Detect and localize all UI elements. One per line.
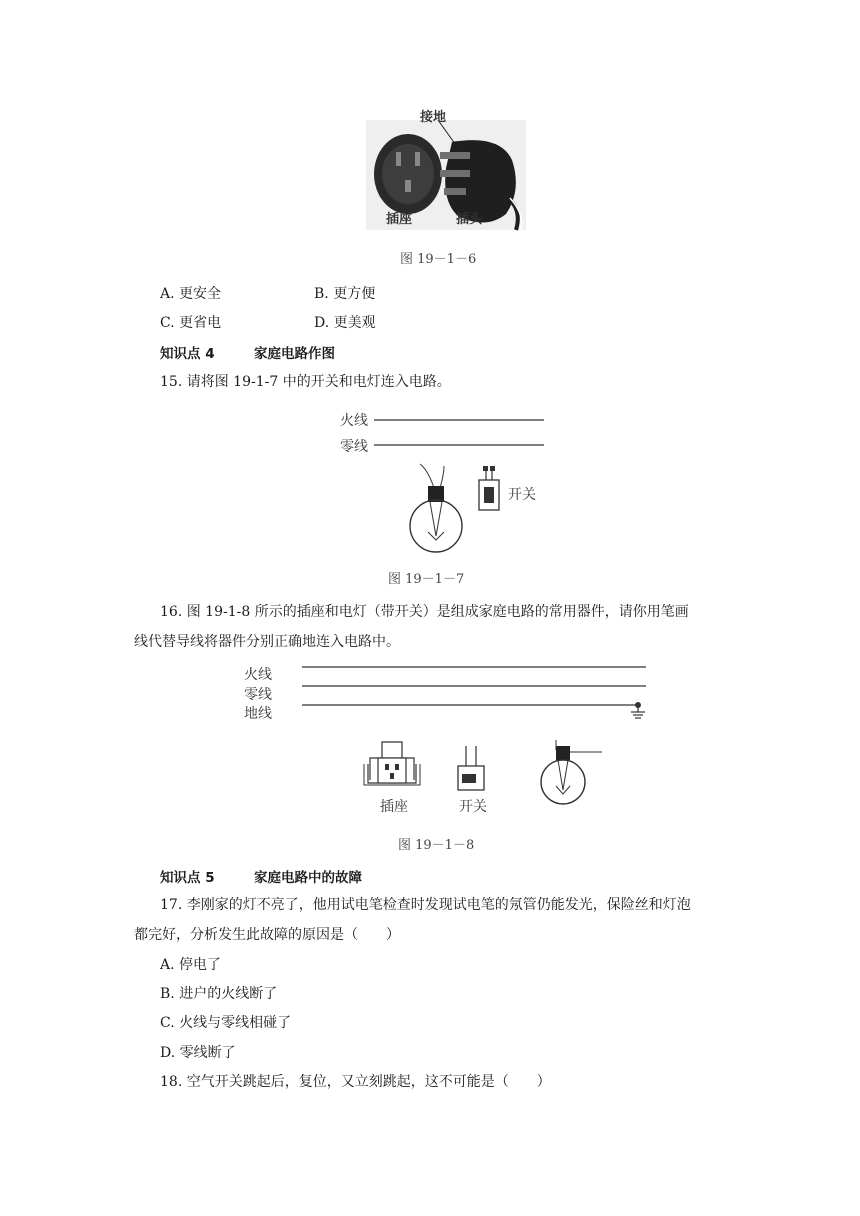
label-neutral-wire: 零线 <box>244 687 272 703</box>
figure-19-1-8 <box>240 660 660 830</box>
label-live-wire: 火线 <box>244 667 272 683</box>
label-neutral-wire: 零线 <box>340 439 368 455</box>
figure-caption: 图 19－1－7 <box>388 572 465 587</box>
section-title: 家庭电路作图 <box>254 346 335 362</box>
figure-caption: 图 19－1－6 <box>400 252 477 267</box>
option-b: B. 更方便 <box>314 286 376 302</box>
label-plug: 插头 <box>456 212 483 227</box>
label-socket: 插座 <box>380 799 408 815</box>
label-live-wire: 火线 <box>340 413 368 429</box>
label-switch: 开关 <box>459 799 487 815</box>
option-c: C. 火线与零线相碰了 <box>160 1015 292 1031</box>
label-ground-wire: 地线 <box>244 706 272 722</box>
option-b: B. 进户的火线断了 <box>160 986 278 1002</box>
question-18: 18. 空气开关跳起后，复位，又立刻跳起，这不可能是（ ） <box>160 1074 551 1090</box>
figure-caption: 图 19－1－8 <box>398 838 475 853</box>
label-switch: 开关 <box>508 487 536 503</box>
section-number: 知识点 4 <box>160 346 215 362</box>
label-ground: 接地 <box>420 110 447 125</box>
option-a: A. 更安全 <box>160 286 222 302</box>
question-16-line1: 16. 图 19-1-8 所示的插座和电灯（带开关）是组成家庭电路的常用器件，请你用笔画 <box>160 604 689 620</box>
circuit-diagram-8 <box>240 660 660 830</box>
label-socket: 插座 <box>386 212 413 227</box>
option-a: A. 停电了 <box>160 957 222 973</box>
question-16-line2: 线代替导线将器件分别正确地连入电路中。 <box>134 634 400 650</box>
option-c: C. 更省电 <box>160 315 222 331</box>
section-title: 家庭电路中的故障 <box>254 870 362 886</box>
section-number: 知识点 5 <box>160 870 215 886</box>
question-15: 15. 请将图 19-1-7 中的开关和电灯连入电路。 <box>160 374 451 390</box>
option-d: D. 零线断了 <box>160 1045 236 1061</box>
question-17-line1: 17. 李刚家的灯不亮了，他用试电笔检查时发现试电笔的氖管仍能发光，保险丝和灯泡 <box>160 897 691 913</box>
option-d: D. 更美观 <box>314 315 376 331</box>
question-17-line2: 都完好，分析发生此故障的原因是（ ） <box>134 927 400 943</box>
